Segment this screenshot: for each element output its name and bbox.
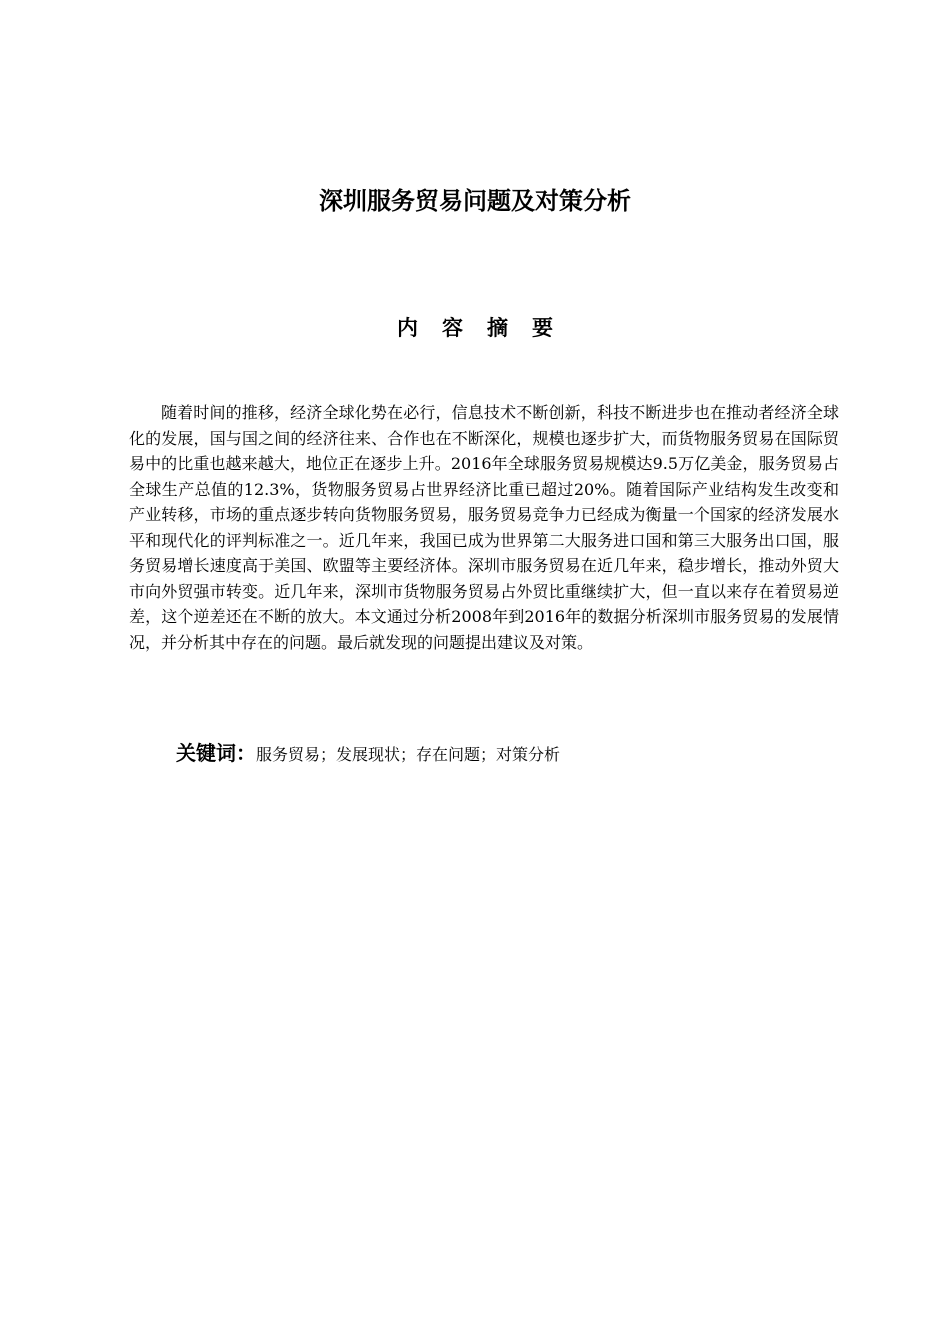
- keywords-value: 服务贸易；发展现状；存在问题；对策分析: [256, 745, 561, 764]
- abstract-paragraph: 随着时间的推移，经济全球化势在必行，信息技术不断创新，科技不断进步也在推动者经济全球化的发展，国与国之间的经济往来、合作也在不断深化，规模也逐步扩大，而货物服务贸易在国际贸易中的比重也越来越大，地位正在逐步上升。2016年全球服务贸易规模达9.5万亿美金，服务贸易占全球生产总值的12.3%，货物服务贸易占世界经济比重已超过20%。随着国际产业结构发生改变和产业转移，市场的重点逐步转向货物服务贸易，服务贸易竞争力已经成为衡量一个国家的经济发展水平和现代化的评判标准之一。近几年来，我国已成为世界第二大服务进口国和第三大服务出口国，服务贸易增长速度高于美国、欧盟等主要经济体。深圳市服务贸易在近几年来，稳步增长，推动外贸大市向外贸强市转变。近几年来，深圳市货物服务贸易占外贸比重继续扩大，但一直以来存在着贸易逆差，这个逆差还在不断的放大。本文通过分析2008年到2016年的数据分析深圳市服务贸易的发展情况，并分析其中存在的问题。最后就发现的问题提出建议及对策。: [129, 403, 839, 652]
- abstract-heading-char: 摘: [487, 316, 508, 340]
- keywords-label: 关键词：: [176, 741, 256, 765]
- document-title: 深圳服务贸易问题及对策分析: [319, 187, 631, 215]
- abstract-heading: [0, 312, 950, 344]
- abstract-heading-char: 要: [532, 316, 553, 340]
- abstract-heading-char: 内: [397, 316, 418, 340]
- abstract-heading-char: 容: [442, 316, 463, 340]
- keywords-line: [176, 738, 836, 770]
